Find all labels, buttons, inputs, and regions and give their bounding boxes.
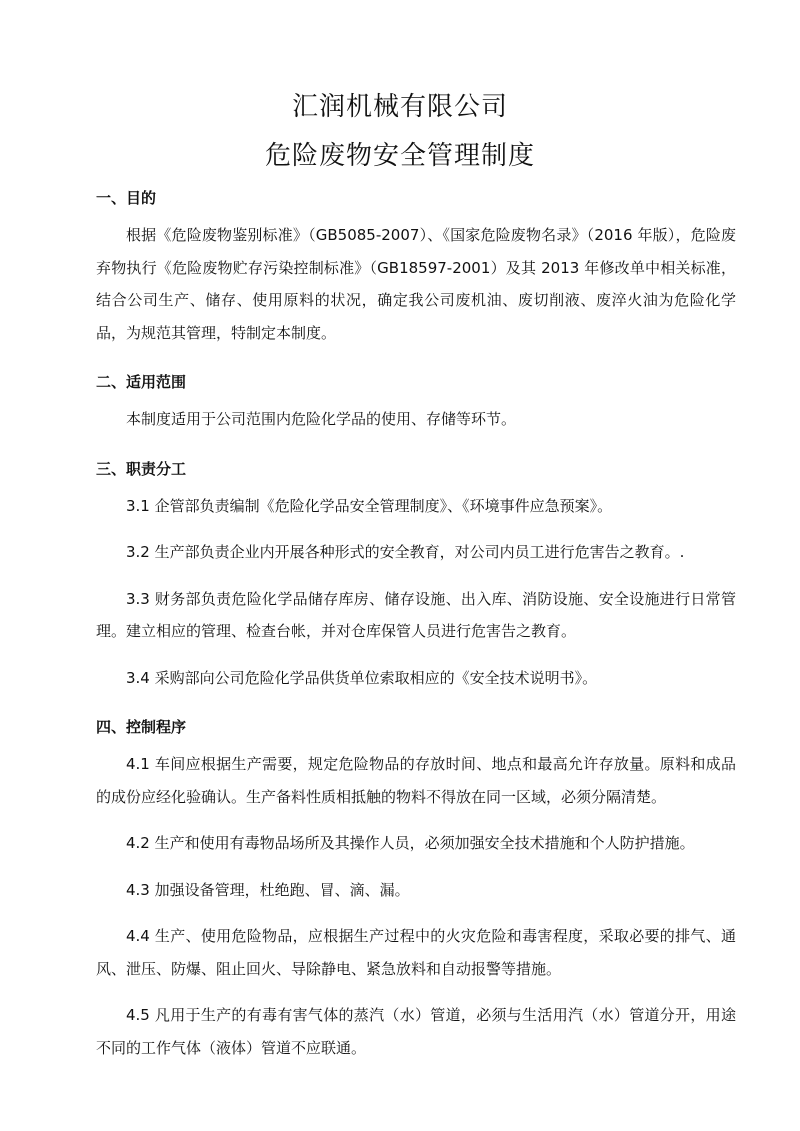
section-paragraph: 4.1 车间应根据生产需要，规定危险物品的存放时间、地点和最高允许存放量。原料和成品的成份应经化验确认。生产备料性质相抵触的物料不得放在同一区域，必须分隔清楚。 xyxy=(96,755,736,806)
section-paragraph: 3.1 企管部负责编制《危险化学品安全管理制度》、《环境事件应急预案》。 xyxy=(126,496,613,515)
section-paragraph: 4.2 生产和使用有毒物品场所及其操作人员，必须加强安全技术措施和个人防护措施。 xyxy=(126,834,695,852)
section-paragraph: 根据《危险废物鉴别标准》（GB5085-2007）、《国家危险废物名录》（2016 年版），危险废弃物执行《危险废物贮存污染控制标准》（GB18597-2001）及其 2013 年修改单中相关标准，结合公司生产、储存、使用原料的状况，确定我公司废机油、废切削液、废淬火油为危险化学品，为规范其管理，特制定本制度。 xyxy=(96,226,736,342)
section-heading: 四、控制程序 xyxy=(96,718,187,736)
section-paragraph: 4.4 生产、使用危险物品，应根据生产过程中的火灾危险和毒害程度，采取必要的排气、通风、泄压、防爆、阻止回火、导除静电、紧急放料和自动报警等措施。 xyxy=(96,927,736,978)
section-scope xyxy=(96,369,736,436)
section-paragraph: 3.2 生产部负责企业内开展各种形式的安全教育，对公司内员工进行危害告之教育。. xyxy=(126,543,685,561)
section-paragraph: 本制度适用于公司范围内危险化学品的使用、存储等环节。 xyxy=(126,410,517,428)
document-title: 危险废物安全管理制度 xyxy=(264,141,535,171)
section-heading: 三、职责分工 xyxy=(96,459,187,478)
section-paragraph: 3.4 采购部向公司危险化学品供货单位索取相应的《安全技术说明书》。 xyxy=(126,668,598,687)
section-control-procedure xyxy=(96,714,736,1064)
section-paragraph: 3.3 财务部负责危险化学品储存库房、储存设施、出入库、消防设施、安全设施进行日常管理。建立相应的管理、检查台帐，并对仓库保管人员进行危害告之教育。 xyxy=(96,589,736,640)
section-heading: 二、适用范围 xyxy=(96,373,187,391)
section-purpose xyxy=(96,185,736,349)
section-paragraph: 4.3 加强设备管理，杜绝跑、冒、滴、漏。 xyxy=(126,880,410,899)
section-responsibilities xyxy=(96,456,736,695)
company-name: 汇润机械有限公司 xyxy=(291,92,508,122)
section-heading: 一、目的 xyxy=(96,189,157,207)
document-body xyxy=(96,185,736,1064)
section-paragraph: 4.5 凡用于生产的有毒有害气体的蒸汽（水）管道，必须与生活用汽（水）管道分开，用途不同的工作气体（液体）管道不应联通。 xyxy=(96,1006,736,1057)
